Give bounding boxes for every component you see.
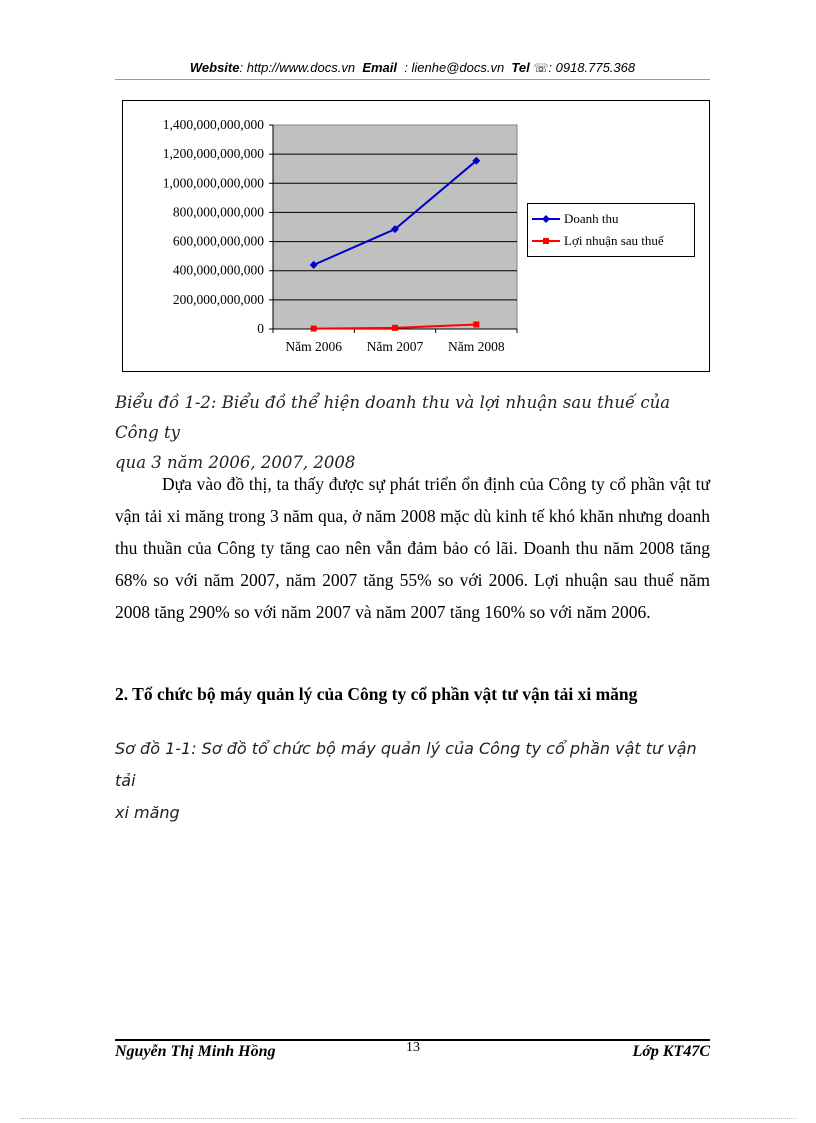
- chart-caption-line-2: qua 3 năm 2006, 2007, 2008: [115, 453, 356, 472]
- legend-label-revenue: Doanh thu: [564, 211, 619, 226]
- email-label: Email: [362, 60, 398, 75]
- body-paragraph-block: [115, 468, 710, 628]
- x-tick-label: Năm 2006: [285, 339, 342, 354]
- website-label: Website: [189, 60, 240, 75]
- header-divider: [115, 79, 710, 80]
- data-point-profit: [311, 326, 317, 332]
- website-value: : http://www.docs.vn: [239, 60, 356, 75]
- page-header: [115, 60, 710, 75]
- footer-class: Lớp KT47C: [632, 1043, 710, 1060]
- legend-label-profit: Lợi nhuận sau thuế: [564, 233, 664, 248]
- chart-legend: [527, 203, 695, 257]
- y-tick-label: 0: [257, 321, 264, 336]
- data-point-profit: [392, 325, 398, 331]
- page-number: 13: [406, 1040, 420, 1055]
- section-heading: 2. Tổ chức bộ máy quản lý của Công ty cổ phần vật tư vận tải xi măng: [115, 684, 638, 704]
- y-tick-label: 800,000,000,000: [172, 204, 264, 220]
- y-tick-label: 600,000,000,000: [172, 233, 264, 249]
- chart-frame: [122, 100, 710, 372]
- legend-item-profit: [532, 231, 664, 251]
- legend-swatch-profit: [532, 235, 560, 247]
- tel-label: Tel: [511, 60, 530, 75]
- y-tick-label: 200,000,000,000: [172, 291, 264, 307]
- phone-icon: ☏: [533, 61, 549, 75]
- y-tick-label: 1,400,000,000,000: [162, 117, 264, 132]
- y-tick-label: 400,000,000,000: [172, 262, 264, 278]
- x-tick-label: Năm 2007: [366, 339, 424, 354]
- body-paragraph: Dựa vào đồ thị, ta thấy được sự phát triển ổn định của Công ty cổ phần vật tư vận tải xi măng trong 3 năm qua, ở năm 2008 mặc dù kinh tế khó khăn nhưng doanh thu thuần của Công ty tăng cao nên vẫn đảm bảo có lãi. Doanh thu năm 2008 tăng 68% so với năm 2007, năm 2007 tăng 55% so với 2006. Lợi nhuận sau thuế năm 2008 tăng 290% so với năm 2007 và năm 2007 tăng 160% so với năm 2006.: [115, 474, 710, 622]
- diagram-caption-line-1: Sơ đồ 1-1: Sơ đồ tổ chức bộ máy quản lý của Công ty cổ phần vật tư vận tải: [115, 739, 697, 790]
- legend-swatch-revenue: [532, 213, 560, 225]
- x-tick-label: Năm 2008: [448, 339, 505, 354]
- diagram-caption: [115, 733, 715, 829]
- page-bottom-edge: [20, 1118, 796, 1119]
- diagram-caption-line-2: xi măng: [115, 803, 180, 822]
- tel-value: : 0918.775.368: [548, 60, 636, 75]
- chart-caption: [115, 388, 715, 478]
- legend-item-revenue: [532, 209, 619, 229]
- email-value: : lienhe@docs.vn: [404, 60, 505, 75]
- y-tick-label: 1,000,000,000,000: [162, 175, 264, 191]
- y-tick-label: 1,200,000,000,000: [162, 146, 264, 162]
- data-point-profit: [473, 321, 479, 327]
- chart-caption-line-1: Biểu đồ 1-2: Biểu đồ thể hiện doanh thu và lợi nhuận sau thuế của Công ty: [115, 393, 671, 442]
- footer-author: Nguyễn Thị Minh Hồng: [115, 1043, 276, 1060]
